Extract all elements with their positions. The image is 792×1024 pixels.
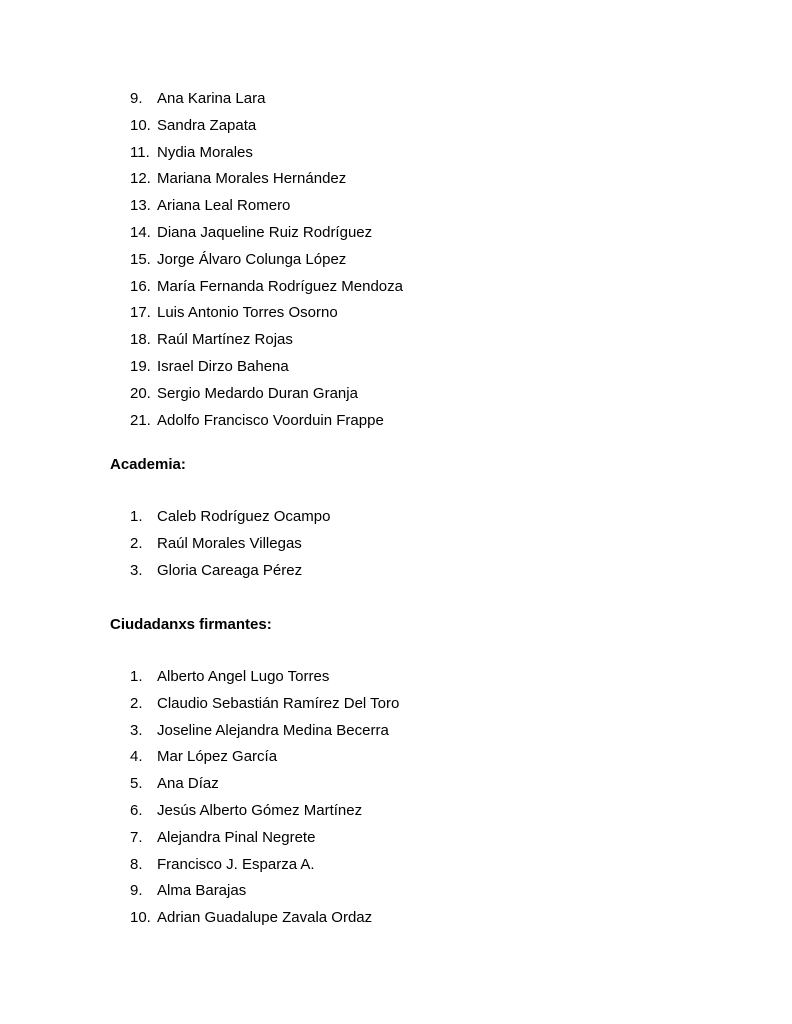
- list-item-name: Sandra Zapata: [157, 116, 257, 134]
- list-item: [130, 274, 403, 301]
- list-item-number: 1.: [130, 508, 143, 525]
- list-item: [130, 798, 399, 825]
- list-item-name: Claudio Sebastián Ramírez Del Toro: [157, 694, 400, 712]
- list-item-name: Francisco J. Esparza A.: [157, 855, 315, 873]
- list-item-number: 2.: [130, 534, 143, 552]
- list-item: [130, 327, 403, 354]
- list-item: [130, 744, 399, 771]
- list-item: [130, 381, 403, 408]
- list-item-number: 10.: [130, 116, 151, 134]
- list-item-name: Alma Barajas: [157, 882, 247, 900]
- list-item-name: Adolfo Francisco Voorduin Frappe: [157, 411, 384, 429]
- list-item-name: Ana Karina Lara: [157, 90, 266, 107]
- list-item-number: 1.: [130, 668, 143, 685]
- list-item-name: Jesús Alberto Gómez Martínez: [157, 801, 363, 819]
- list-item: [130, 771, 399, 798]
- ciudadanxs-list: [130, 664, 399, 932]
- list-item-number: 5.: [130, 775, 143, 793]
- list-item-number: 2.: [130, 694, 143, 712]
- list-item-name: Joseline Alejandra Medina Becerra: [157, 721, 389, 739]
- list-item-name: María Fernanda Rodríguez Mendoza: [157, 277, 403, 295]
- list-item: [130, 878, 399, 905]
- list-item: [130, 504, 330, 531]
- list-item-number: 6.: [130, 801, 143, 819]
- list-item-number: 8.: [130, 855, 143, 873]
- list-item-name: Raúl Martínez Rojas: [157, 331, 293, 349]
- list-item: [130, 86, 403, 113]
- list-item-name: Sergio Medardo Duran Granja: [157, 384, 358, 402]
- list-item-number: 14.: [130, 223, 151, 241]
- list-item-number: 12.: [130, 170, 151, 188]
- list-item-number: 15.: [130, 250, 151, 268]
- list-item-number: 4.: [130, 748, 143, 766]
- list-item: [130, 140, 403, 167]
- list-item-name: Caleb Rodríguez Ocampo: [157, 508, 331, 525]
- list-item-name: Gloria Careaga Pérez: [157, 561, 303, 579]
- list-item-number: 9.: [130, 882, 143, 900]
- list-item-number: 13.: [130, 197, 151, 215]
- list-item: [130, 905, 399, 932]
- list-item-name: Ariana Leal Romero: [157, 197, 291, 215]
- list-item: [130, 825, 399, 852]
- list-item: [130, 852, 399, 879]
- list-item: [130, 558, 330, 585]
- list-item-number: 9.: [130, 90, 143, 107]
- signatories-list-continued: [130, 86, 403, 434]
- list-item: [130, 220, 403, 247]
- list-item-name: Alejandra Pinal Negrete: [157, 828, 316, 846]
- list-item-number: 3.: [130, 721, 143, 739]
- list-item-number: 10.: [130, 909, 151, 927]
- list-item-number: 20.: [130, 384, 151, 402]
- list-item-name: Nydia Morales: [157, 143, 253, 161]
- list-item-name: Luis Antonio Torres Osorno: [157, 304, 338, 322]
- list-item: [130, 531, 330, 558]
- list-item: [130, 300, 403, 327]
- list-item-name: Jorge Álvaro Colunga López: [157, 250, 347, 268]
- list-item: [130, 718, 399, 745]
- list-item-name: Diana Jaqueline Ruiz Rodríguez: [157, 223, 373, 241]
- section-heading-academia: Academia:: [110, 456, 186, 473]
- list-item: [130, 113, 403, 140]
- list-item: [130, 408, 403, 435]
- list-item: [130, 354, 403, 381]
- list-item-name: Alberto Angel Lugo Torres: [157, 668, 330, 685]
- list-item-number: 17.: [130, 304, 151, 322]
- list-item-name: Israel Dirzo Bahena: [157, 357, 289, 375]
- list-item-number: 21.: [130, 411, 151, 429]
- academia-list: [130, 504, 330, 584]
- list-item-number: 7.: [130, 828, 143, 846]
- list-item: [130, 193, 403, 220]
- list-item-number: 19.: [130, 357, 151, 375]
- list-item: [130, 247, 403, 274]
- list-item: [130, 664, 399, 691]
- list-item-name: Adrian Guadalupe Zavala Ordaz: [157, 909, 373, 927]
- list-item-number: 11.: [130, 143, 150, 161]
- list-item-number: 16.: [130, 277, 151, 295]
- list-item: [130, 691, 399, 718]
- list-item-name: Mariana Morales Hernández: [157, 170, 347, 188]
- list-item-number: 18.: [130, 331, 151, 349]
- list-item-name: Ana Díaz: [157, 775, 219, 793]
- section-heading-ciudadanxs: Ciudadanxs firmantes:: [110, 616, 272, 633]
- list-item-name: Mar López García: [157, 748, 278, 766]
- list-item: [130, 166, 403, 193]
- list-item-number: 3.: [130, 561, 143, 579]
- list-item-name: Raúl Morales Villegas: [157, 534, 302, 552]
